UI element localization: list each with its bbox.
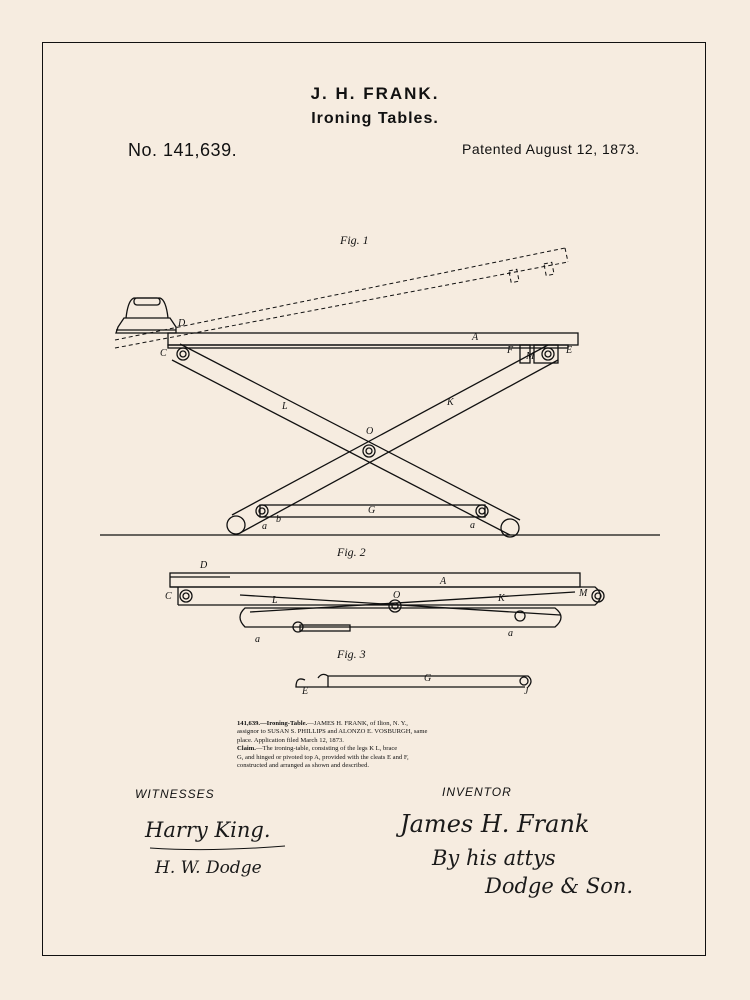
fig2-folded-table [170,573,604,632]
part-label: L [272,595,278,606]
part-label: L [282,401,288,412]
part-label: D [178,318,186,329]
part-label: a [255,634,260,645]
part-label: C [165,591,172,602]
part-label: C [160,348,167,359]
fig1-label: Fig. 1 [340,233,369,247]
part-label: G [368,505,376,516]
part-label: A [472,332,479,343]
inventor-heading: INVENTOR [442,785,512,799]
part-label: E [302,686,309,697]
patent-title: Ironing Tables. [311,110,439,127]
part-label: K [447,397,454,408]
part-label: A [440,576,447,587]
part-label: b [276,514,281,525]
fig3-brace [296,674,531,687]
patent-number: No. 141,639. [128,140,238,160]
witness-signature-1: Harry King. [145,818,271,842]
witness-signature-2: H. W. Dodge [155,858,262,878]
part-label: D [200,560,208,571]
patent-date: Patented August 12, 1873. [462,141,640,157]
flat-iron [116,298,176,333]
attorney-signature: Dodge & Son. [485,874,634,898]
part-label: E [566,345,573,356]
claim-number-title: 141,639.—Ironing-Table. [237,720,308,727]
part-label: M [579,588,588,599]
part-label: a [470,520,475,531]
part-label: J [524,686,529,697]
leg-l [172,344,520,537]
table-top [168,333,578,345]
inventor-name-header: J. H. FRANK. [310,84,440,103]
part-label: M [526,351,535,362]
part-label: F [507,345,514,356]
witnesses-heading: WITNESSES [135,787,215,801]
fig3-label: Fig. 3 [337,647,366,661]
inventor-signature: James H. Frank [400,810,590,838]
part-label: O [366,426,374,437]
part-label: K [498,593,505,604]
part-label: G [424,673,432,684]
attorney-line: By his attys [432,846,556,870]
part-label: O [393,590,401,601]
signature-flourish [150,846,285,850]
patent-claim-text: 141,639.—Ironing-Table.—JAMES H. FRANK, of Ilion, N. Y., assignor to SUSAN S. PHILLIPS and ALONZO E. VOSBURGH, same place. Application filed March 12, 1873. Claim.—The ironing-table, consisting of the legs K L, brace G, and hinged or pivoted top A, provided with the cleats E and F, constructed and arranged as shown and described. [237,720,428,770]
part-label: a [262,521,267,532]
part-label: a [508,628,513,639]
fig2-label: Fig. 2 [337,545,366,559]
